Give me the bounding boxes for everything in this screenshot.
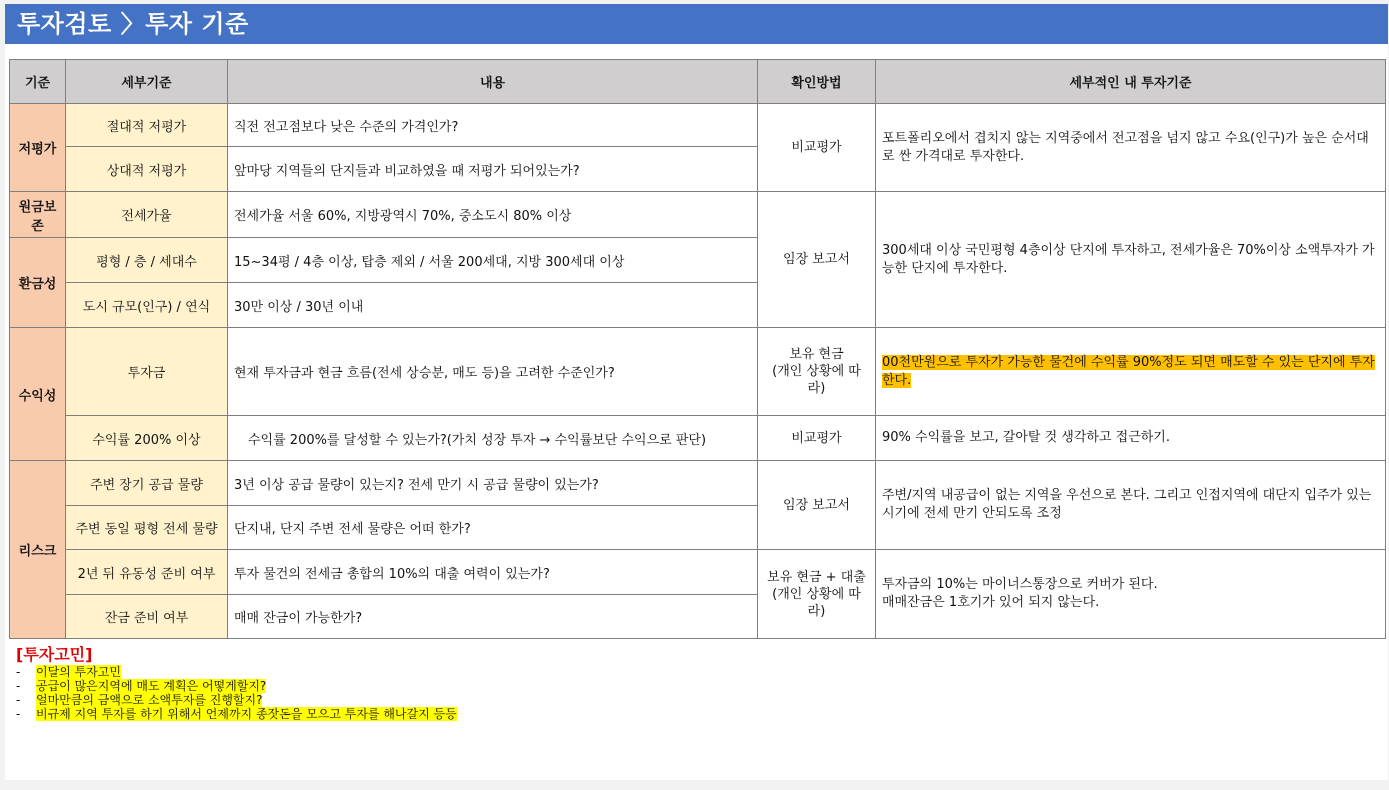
criteria-table: [9, 59, 1386, 639]
content-cell: 투자 물건의 전세금 총합의 10%의 대출 여력이 있는가?: [228, 550, 758, 595]
content-cell: 매매 잔금이 가능한가?: [228, 595, 758, 639]
subcategory-cell: 도시 규모(인구) / 연식: [66, 283, 228, 328]
col-header-category: 기준: [10, 60, 66, 104]
subcategory-cell: 전세가율: [66, 192, 228, 238]
subcategory-cell: 주변 동일 평형 전세 물량: [66, 506, 228, 550]
table-row: [10, 550, 1386, 595]
memo-item-text: 비규제 지역 투자를 하기 위해서 언제까지 종잣돈을 모으고 투자를 해나갈지 등등: [36, 707, 457, 721]
table-row: [10, 416, 1386, 461]
subcategory-cell: 절대적 저평가: [66, 104, 228, 147]
content-cell: 현재 투자금과 현금 흐름(전세 상승분, 매도 등)을 고려한 수준인가?: [228, 328, 758, 416]
memo-item-text: 이달의 투자고민: [36, 665, 121, 679]
memo-item-text: 얼마만큼의 금액으로 소액투자를 진행할지?: [36, 693, 263, 707]
col-header-content: 내용: [228, 60, 758, 104]
criteria-cell: 주변/지역 내공급이 없는 지역을 우선으로 본다. 그리고 인접지역에 대단지 입주가 있는 시기에 전세 만기 안되도록 조정: [876, 461, 1386, 550]
criteria-cell: 포트폴리오에서 겹치지 않는 지역중에서 전고점을 넘지 않고 수요(인구)가 높은 순서대로 싼 가격대로 투자한다.: [876, 104, 1386, 192]
memo-title: [투자고민]: [16, 645, 93, 664]
list-item: [16, 707, 457, 721]
content-cell: 단지내, 단지 주변 전세 물량은 어떠 한가?: [228, 506, 758, 550]
category-cell: 리스크: [10, 461, 66, 639]
content-cell: 전세가율 서울 60%, 지방광역시 70%, 중소도시 80% 이상: [228, 192, 758, 238]
content-cell: 3년 이상 공급 물량이 있는지? 전세 만기 시 공급 물량이 있는가?: [228, 461, 758, 506]
category-cell: 수익성: [10, 328, 66, 461]
table-header-row: [10, 60, 1386, 104]
criteria-cell: [876, 328, 1386, 416]
list-item: [16, 679, 457, 693]
highlighted-criteria: 00천만원으로 투자가 가능한 물건에 수익률 90%정도 되면 매도할 수 있는 단지에 투자한다.: [882, 354, 1375, 388]
bullet-dash: -: [16, 707, 21, 721]
criteria-cell: 투자금의 10%는 마이너스통장으로 커버가 된다. 매매잔금은 1호기가 있어 되지 않는다.: [876, 550, 1386, 639]
subcategory-cell: 투자금: [66, 328, 228, 416]
method-cell: 보유 현금 (개인 상황에 따라): [758, 328, 876, 416]
method-cell: 임장 보고서: [758, 192, 876, 328]
method-cell: 보유 현금 + 대출 (개인 상황에 따라): [758, 550, 876, 639]
memo-section: [16, 645, 457, 721]
criteria-cell: 300세대 이상 국민평형 4층이상 단지에 투자하고, 전세가율은 70%이상 소액투자가 가능한 단지에 투자한다.: [876, 192, 1386, 328]
col-header-method: 확인방법: [758, 60, 876, 104]
category-cell: 저평가: [10, 104, 66, 192]
col-header-subcategory: 세부기준: [66, 60, 228, 104]
title-bar: [5, 4, 1388, 44]
subcategory-cell: 상대적 저평가: [66, 147, 228, 192]
subcategory-cell: 평형 / 층 / 세대수: [66, 238, 228, 283]
bullet-dash: -: [16, 665, 21, 679]
content-cell: 앞마당 지역들의 단지들과 비교하였을 때 저평가 되어있는가?: [228, 147, 758, 192]
col-header-criteria: 세부적인 내 투자기준: [876, 60, 1386, 104]
method-cell: 비교평가: [758, 416, 876, 461]
subcategory-cell: 주변 장기 공급 물량: [66, 461, 228, 506]
table-row: [10, 192, 1386, 238]
criteria-cell: 90% 수익률을 보고, 갈아탈 것 생각하고 접근하기.: [876, 416, 1386, 461]
subcategory-cell: 잔금 준비 여부: [66, 595, 228, 639]
category-cell: 원금보존: [10, 192, 66, 238]
content-cell: 수익률 200%를 달성할 수 있는가?(가치 성장 투자 → 수익률보단 수익으로 판단): [228, 416, 758, 461]
page-title: 투자검토 〉투자 기준: [17, 10, 249, 38]
category-cell: 환금성: [10, 238, 66, 328]
slide: [5, 4, 1388, 780]
table-row: [10, 461, 1386, 506]
subcategory-cell: 2년 뒤 유동성 준비 여부: [66, 550, 228, 595]
content-cell: 15~34평 / 4층 이상, 탑층 제외 / 서울 200세대, 지방 300세대 이상: [228, 238, 758, 283]
memo-list: [16, 665, 457, 721]
table-row: [10, 104, 1386, 147]
list-item: [16, 693, 457, 707]
table-row: [10, 328, 1386, 416]
content-cell: 직전 전고점보다 낮은 수준의 가격인가?: [228, 104, 758, 147]
subcategory-cell: 수익률 200% 이상: [66, 416, 228, 461]
bullet-dash: -: [16, 693, 21, 707]
content-cell: 30만 이상 / 30년 이내: [228, 283, 758, 328]
memo-item-text: 공급이 많은지역에 매도 계획은 어떻게할지?: [36, 679, 267, 693]
list-item: [16, 665, 457, 679]
method-cell: 임장 보고서: [758, 461, 876, 550]
method-cell: 비교평가: [758, 104, 876, 192]
bullet-dash: -: [16, 679, 21, 693]
